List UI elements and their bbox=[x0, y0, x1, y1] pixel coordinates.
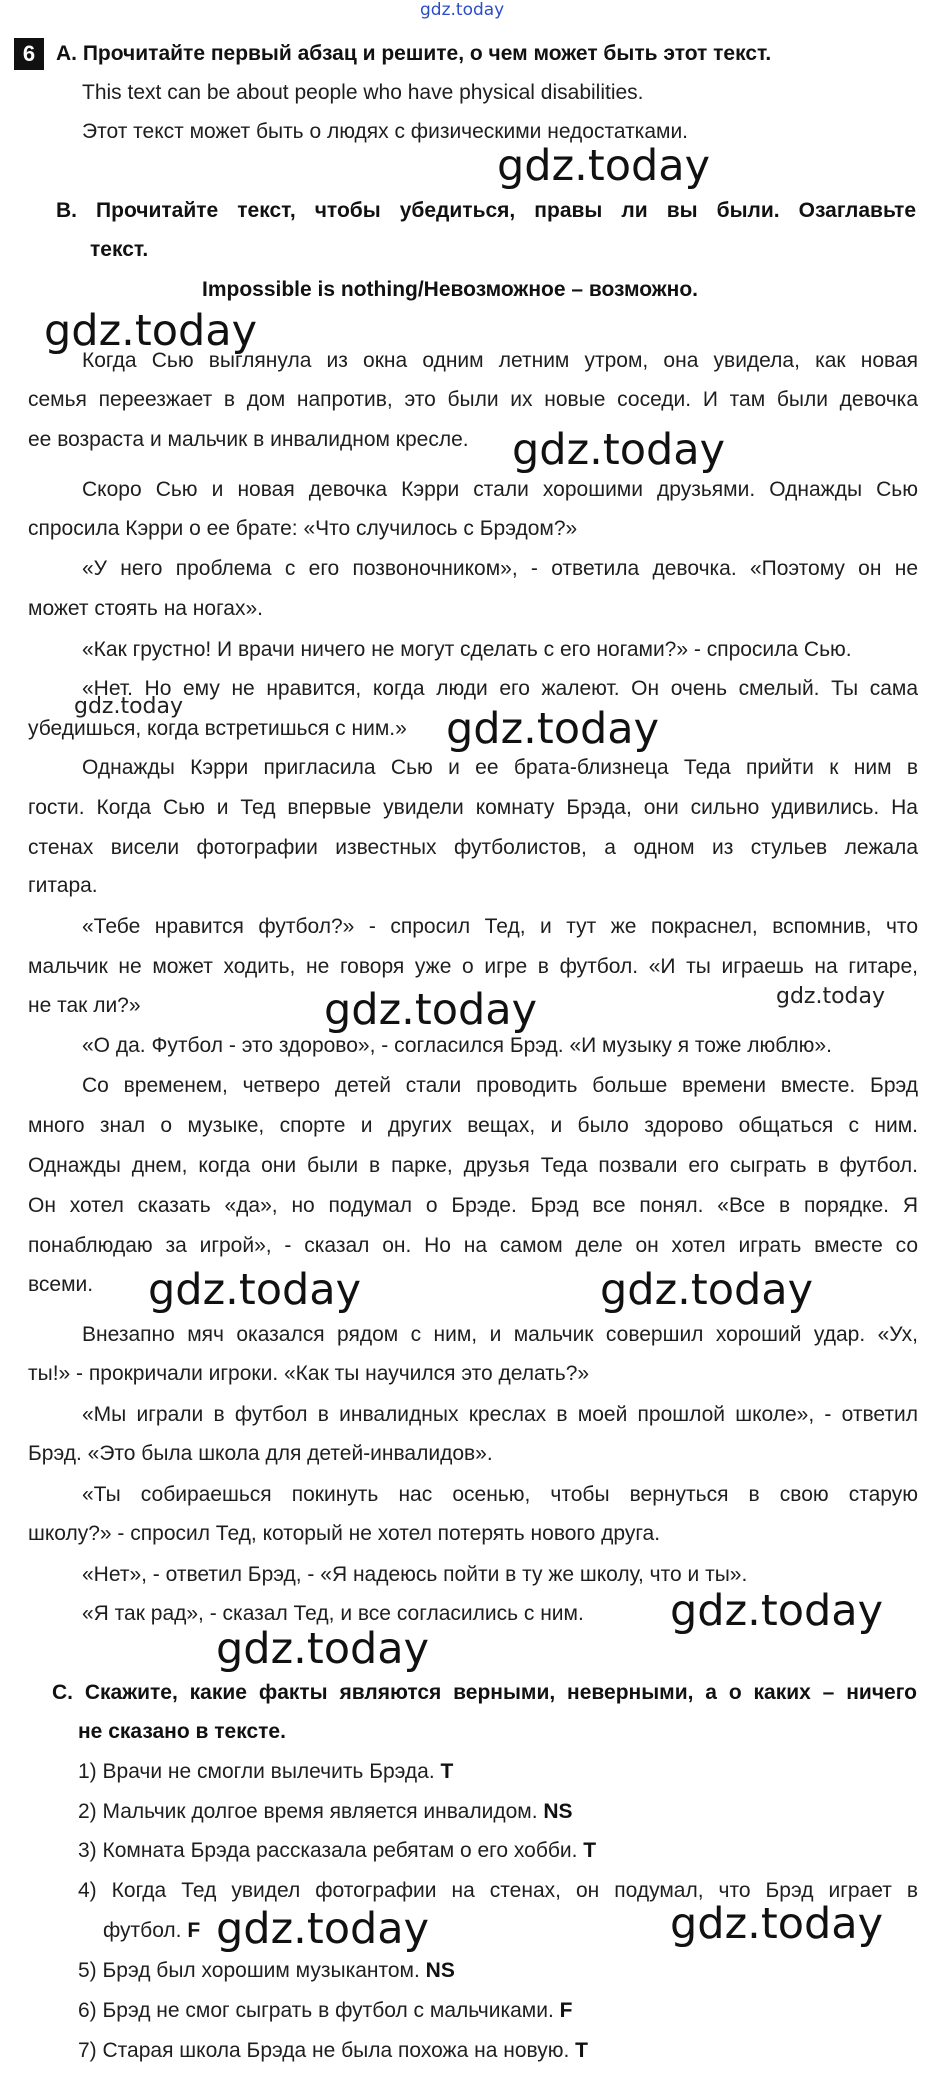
story-line bbox=[28, 1521, 660, 1547]
fact-item bbox=[78, 1759, 453, 1785]
fact-text: 6) Брэд не смог сыграть в футбол с мальчиками. bbox=[78, 1999, 554, 2022]
story-line-text: понаблюдаю за игрой», - сказал он. Но на самом деле он хотел играть вместе со bbox=[28, 1234, 918, 1257]
story-line bbox=[28, 873, 98, 899]
fact-answer-mark: T bbox=[569, 2039, 588, 2062]
story-line-text: убедишься, когда встретишься с ним.» bbox=[28, 717, 407, 740]
story-line bbox=[82, 755, 918, 781]
story-line-text: Когда Сью выглянула из окна одним летним утром, она увидела, как новая bbox=[82, 349, 918, 372]
story-line-text: «У него проблема с его позвоночником», - ответила девочка. «Поэтому он не bbox=[82, 557, 918, 580]
fact-answer-mark: T bbox=[434, 1760, 454, 1783]
story-line-text: ты!» - прокричали игроки. «Как ты научился это делать?» bbox=[28, 1362, 590, 1385]
story-line-text: гости. Когда Сью и Тед впервые увидели комнату Брэда, они сильно удивились. На bbox=[28, 796, 918, 819]
story-line bbox=[28, 954, 918, 980]
story-line-text: «Ты собираешься покинуть нас осенью, чтобы вернуться в свою старую bbox=[82, 1483, 918, 1506]
story-line-text: ее возраста и мальчик в инвалидном кресле. bbox=[28, 428, 469, 451]
top-watermark: gdz.today bbox=[420, 0, 505, 20]
story-line-text: «Я так рад», - сказал Тед, и все согласились с ним. bbox=[82, 1602, 584, 1625]
fact-text: 3) Комната Брэда рассказала ребятам о его хобби. bbox=[78, 1839, 578, 1862]
story-line-text: семья переезжает в дом напротив, это были их новые соседи. И там были девочка bbox=[28, 388, 918, 411]
story-line-text: «Мы играли в футбол в инвалидных креслах в моей прошлой школе», - ответил bbox=[82, 1403, 918, 1426]
story-line bbox=[28, 1193, 918, 1219]
watermark: gdz.today bbox=[670, 1899, 884, 1949]
fact-answer-mark: NS bbox=[537, 1800, 573, 1823]
section-b-title-line2: текст. bbox=[90, 238, 149, 261]
story-line-text: Со временем, четверо детей стали проводить больше времени вместе. Брэд bbox=[82, 1074, 918, 1097]
fact-text: 7) Старая школа Брэда не была похожа на новую. bbox=[78, 2039, 570, 2062]
story-line-text: Брэд. «Это была школа для детей-инвалидов». bbox=[28, 1442, 493, 1465]
story-line bbox=[28, 1233, 918, 1259]
story-line-text: Внезапно мяч оказался рядом с ним, и мальчик совершил хороший удар. «Ух, bbox=[82, 1323, 918, 1346]
story-line bbox=[28, 835, 918, 861]
story-line bbox=[28, 427, 469, 453]
story-line bbox=[82, 676, 918, 702]
fact-text: футбол. bbox=[103, 1919, 182, 1942]
story-line-text: Однажды Кэрри пригласила Сью и ее брата-близнеца Теда прийти к ним в bbox=[82, 756, 918, 779]
fact-text: 2) Мальчик долгое время является инвалидом. bbox=[78, 1800, 538, 1823]
story-line-text: не так ли?» bbox=[28, 994, 141, 1017]
story-line bbox=[28, 795, 918, 821]
story-line-text: много знал о музыке, спорте и других вещах, и было здорово общаться с ним. bbox=[28, 1114, 918, 1137]
story-line-text: «Как грустно! И врачи ничего не могут сделать с его ногами?» - спросила Сью. bbox=[82, 638, 852, 661]
watermark: gdz.today bbox=[512, 425, 726, 475]
story-line-text: стенах висели фотографии известных футболистов, а одном из стульев лежала bbox=[28, 836, 918, 859]
fact-answer-mark: F bbox=[553, 1999, 573, 2022]
story-line bbox=[28, 516, 577, 542]
fact-answer-mark: F bbox=[181, 1919, 201, 1942]
watermark: gdz.today bbox=[670, 1586, 884, 1636]
text-heading: Impossible is nothing/Невозможное – возможно. bbox=[202, 278, 699, 301]
section-c-title-text: C. Скажите, какие факты являются верными, неверными, а о каких – ничего bbox=[52, 1681, 917, 1704]
fact-answer-mark: NS bbox=[419, 1959, 455, 1982]
story-line bbox=[82, 1402, 918, 1428]
section-c-title-line1 bbox=[52, 1680, 917, 1706]
story-line-text: «Нет», - ответил Брэд, - «Я надеюсь пойти в ту же школу, что и ты». bbox=[82, 1563, 748, 1586]
story-line-text: Он хотел сказать «да», но подумал о Брэде. Брэд все понял. «Все в порядке. Я bbox=[28, 1194, 918, 1217]
watermark: gdz.today bbox=[600, 1265, 814, 1315]
watermark: gdz.today bbox=[324, 985, 538, 1035]
task-number-badge: 6 bbox=[14, 38, 44, 70]
section-a-answer-en: This text can be about people who have physical disabilities. bbox=[82, 81, 644, 104]
watermark-small: gdz.today bbox=[74, 694, 184, 719]
story-line-text: мальчик не может ходить, не говоря уже о игре в футбол. «И ты играешь на гитаре, bbox=[28, 955, 918, 978]
story-line-text: Однажды днем, когда они были в парке, друзья Теда позвали его сыграть в футбол. bbox=[28, 1154, 918, 1177]
fact-item bbox=[78, 2038, 588, 2064]
story-line bbox=[82, 556, 918, 582]
watermark: gdz.today bbox=[148, 1265, 362, 1315]
story-line bbox=[28, 1153, 918, 1179]
watermark: gdz.today bbox=[44, 306, 258, 356]
story-line-text: «Тебе нравится футбол?» - спросил Тед, и тут же покраснел, вспомнив, что bbox=[82, 915, 918, 938]
fact-item bbox=[78, 1958, 455, 1984]
fact-item bbox=[78, 1799, 573, 1825]
story-line bbox=[82, 1322, 918, 1348]
fact-text: 1) Врачи не смогли вылечить Брэда. bbox=[78, 1760, 435, 1783]
story-line-text: Скоро Сью и новая девочка Кэрри стали хорошими друзьями. Однажды Сью bbox=[82, 478, 918, 501]
story-line bbox=[82, 1482, 918, 1508]
story-line bbox=[82, 1562, 747, 1588]
watermark: gdz.today bbox=[216, 1624, 430, 1674]
story-line bbox=[28, 387, 918, 413]
story-line bbox=[28, 1113, 918, 1139]
watermark-small: gdz.today bbox=[776, 984, 886, 1009]
section-b-title-line1 bbox=[56, 198, 916, 224]
story-line-text: школу?» - спросил Тед, который не хотел потерять нового друга. bbox=[28, 1522, 661, 1545]
section-a-answer-ru: Этот текст может быть о людях с физическими недостатками. bbox=[82, 120, 689, 143]
section-b-title-text: B. Прочитайте текст, чтобы убедиться, правы ли вы были. Озаглавьте bbox=[56, 199, 916, 222]
fact-item bbox=[78, 1998, 572, 2024]
story-line bbox=[28, 1441, 493, 1467]
watermark: gdz.today bbox=[446, 704, 660, 754]
story-line-text: «Нет. Но ему не нравится, когда люди его жалеют. Он очень смелый. Ты сама bbox=[82, 677, 918, 700]
story-line bbox=[28, 716, 407, 742]
story-line bbox=[82, 637, 852, 663]
story-line bbox=[28, 993, 141, 1019]
story-line-text: гитара. bbox=[28, 874, 98, 897]
story-line-text: спросила Кэрри о ее брате: «Что случилось с Брэдом?» bbox=[28, 517, 578, 540]
story-line bbox=[82, 477, 918, 503]
fact-answer-mark: T bbox=[577, 1839, 597, 1862]
fact-text: 5) Брэд был хорошим музыкантом. bbox=[78, 1959, 420, 1982]
story-line bbox=[28, 1272, 93, 1298]
section-a-title: A. Прочитайте первый абзац и решите, о чем может быть этот текст. bbox=[56, 42, 772, 65]
story-line-text: всеми. bbox=[28, 1273, 94, 1296]
fact-item bbox=[103, 1918, 200, 1944]
story-line-text: «О да. Футбол - это здорово», - согласился Брэд. «И музыку я тоже люблю». bbox=[82, 1034, 832, 1057]
story-line-text: может стоять на ногах». bbox=[28, 597, 263, 620]
story-line bbox=[28, 596, 263, 622]
story-line bbox=[28, 1361, 589, 1387]
story-line bbox=[82, 1033, 832, 1059]
watermark: gdz.today bbox=[497, 141, 711, 191]
story-line bbox=[82, 1073, 918, 1099]
fact-text: 4) Когда Тед увидел фотографии на стенах, он подумал, что Брэд играет в bbox=[78, 1879, 918, 1902]
section-c-title-line2: не сказано в тексте. bbox=[78, 1720, 286, 1743]
story-line bbox=[82, 914, 918, 940]
fact-item bbox=[78, 1838, 596, 1864]
watermark: gdz.today bbox=[216, 1904, 430, 1954]
